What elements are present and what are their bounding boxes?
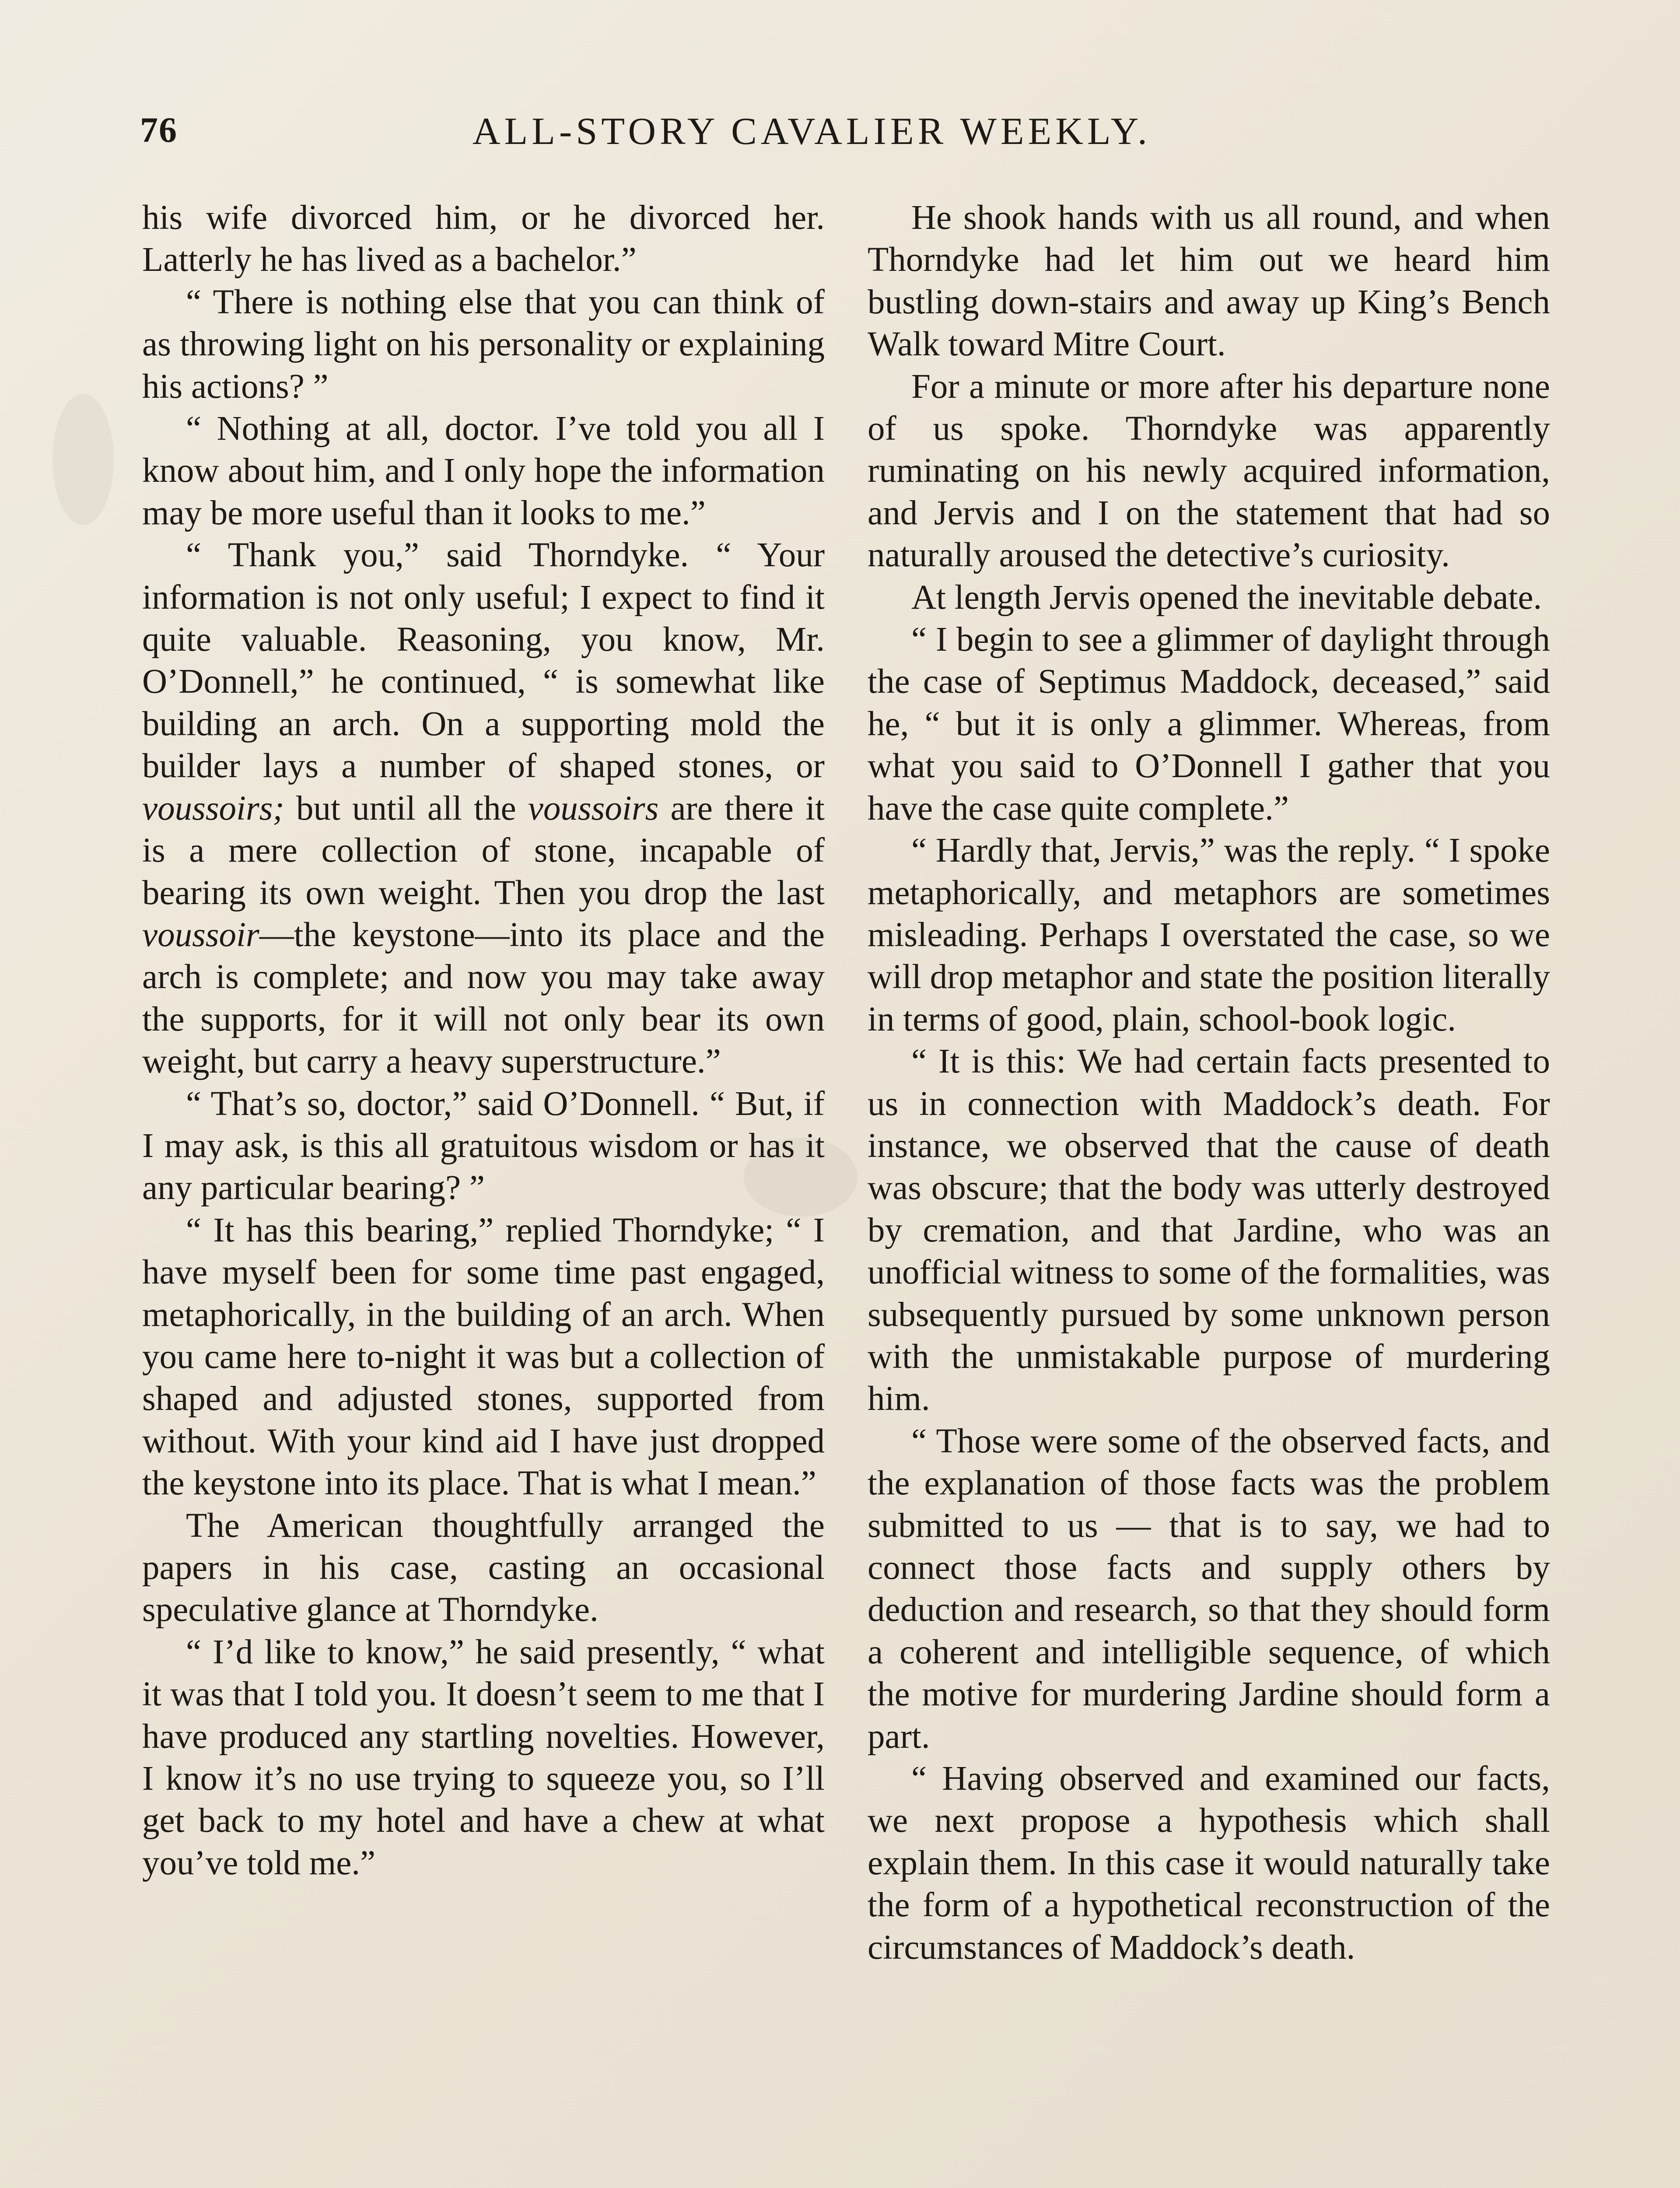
paragraph: “ Nothing at all, doctor. I’ve told you all I know about him, and I only hope the information may be more useful than it looks to me.”: [142, 410, 825, 532]
paragraph: “ It has this bearing,” replied Thorndyke; “ I have myself been for some time past engaged, metaphorically, in the building of an arch. When you came here to-night it was but a collection of shaped and adjusted stones, supported from without. With your kind aid I have just dropped the keystone into its place. That is what I mean.”: [142, 1211, 825, 1503]
paragraph: “ It is this: We had certain facts presented to us in connection with Maddock’s death. For instance, we observed that the cause of death was obscure; that the body was utterly destroyed by cremation, and that Jardine, who was an unofficial witness to some of the formalities, was subsequently pursued by some unknown person with the unmistakable purpose of murdering him.: [868, 1042, 1550, 1418]
paragraph: “ I’d like to know,” he said presently, “ what it was that I told you. It doesn’t seem to me that I have produced any startling novelties. However, I know it’s no use trying to squeeze you, so I’ll get back to my hotel and have a chew at what you’ve told me.”: [142, 1633, 825, 1882]
paragraph: At length Jervis opened the inevitable debate.: [911, 578, 1542, 617]
left-column: [142, 197, 825, 2188]
italic-term: voussoirs;: [142, 789, 284, 828]
paragraph: his wife divorced him, or he divorced her. Latterly he has lived as a bachelor.”: [142, 199, 825, 279]
italic-term: voussoirs: [528, 789, 659, 828]
paragraph: “ There is nothing else that you can think of as throwing light on his personality or explaining his actions? ”: [142, 283, 825, 406]
page-number: 76: [140, 110, 178, 150]
page-header: [140, 109, 1540, 158]
text-run: but until all the: [284, 789, 528, 828]
paragraph: The American thoughtfully arranged the papers in his case, casting an occasional speculative glance at Thorndyke.: [142, 1506, 825, 1629]
text-run: —the keystone—into its place and the arch is complete; and now you may take away the supports, for it will not only bear its own weight, but carry a heavy superstructure.”: [142, 915, 825, 1081]
paper-stain: [52, 394, 114, 525]
paragraph: “ That’s so, doctor,” said O’Donnell. “ But, if I may ask, is this all gratuitous wisdom or has it any particular bearing? ”: [142, 1084, 825, 1207]
paragraph: “ I begin to see a glimmer of daylight through the case of Septimus Maddock, deceased,” said he, “ but it is only a glimmer. Whereas, from what you said to O’Donnell I gather that you have the case quite complete.”: [868, 621, 1550, 828]
paragraph: “ Hardly that, Jervis,” was the reply. “ I spoke metaphorically, and metaphors are sometimes misleading. Perhaps I overstated the case, so we will drop metaphor and state the position literally in terms of good, plain, school-book logic.: [868, 831, 1550, 1038]
paragraph: “ Those were some of the observed facts, and the explanation of those facts was the problem submitted to us — that is to say, we had to connect those facts and supply others by deduction and research, so that they should form a coherent and intelligible sequence, of which the motive for murdering Jardine should form a part.: [868, 1422, 1550, 1756]
text-run: “ Thank you,” said Thorndyke. “ Your information is not only useful; I expect to find it quite valuable. Reasoning, you know, Mr. O’Donnell,” he continued, “ is somewhat like building an arch. On a supporting mold the builder lays a number of shaped stones, or: [142, 536, 825, 785]
running-head: ALL-STORY CAVALIER WEEKLY.: [472, 110, 1151, 153]
paragraph: [142, 534, 825, 1083]
text-run: are there it is a mere collection of stone, incapable of bearing its own weight. Then you drop the last: [142, 789, 825, 912]
italic-term: voussoir: [142, 915, 259, 954]
paragraph: “ Having observed and examined our facts, we next propose a hypothesis which shall explain them. In this case it would naturally take the form of a hypothetical reconstruction of the circumstances of Maddock’s death.: [868, 1760, 1550, 1967]
right-column: [868, 197, 1550, 2188]
paragraph: For a minute or more after his departure none of us spoke. Thorndyke was apparently ruminating on his newly acquired information, and Jervis and I on the statement that had so naturally aroused the detective’s curiosity.: [868, 367, 1550, 575]
paragraph: He shook hands with us all round, and when Thorndyke had let him out we heard him bustling down-stairs and away up King’s Bench Walk toward Mitre Court.: [868, 199, 1550, 364]
